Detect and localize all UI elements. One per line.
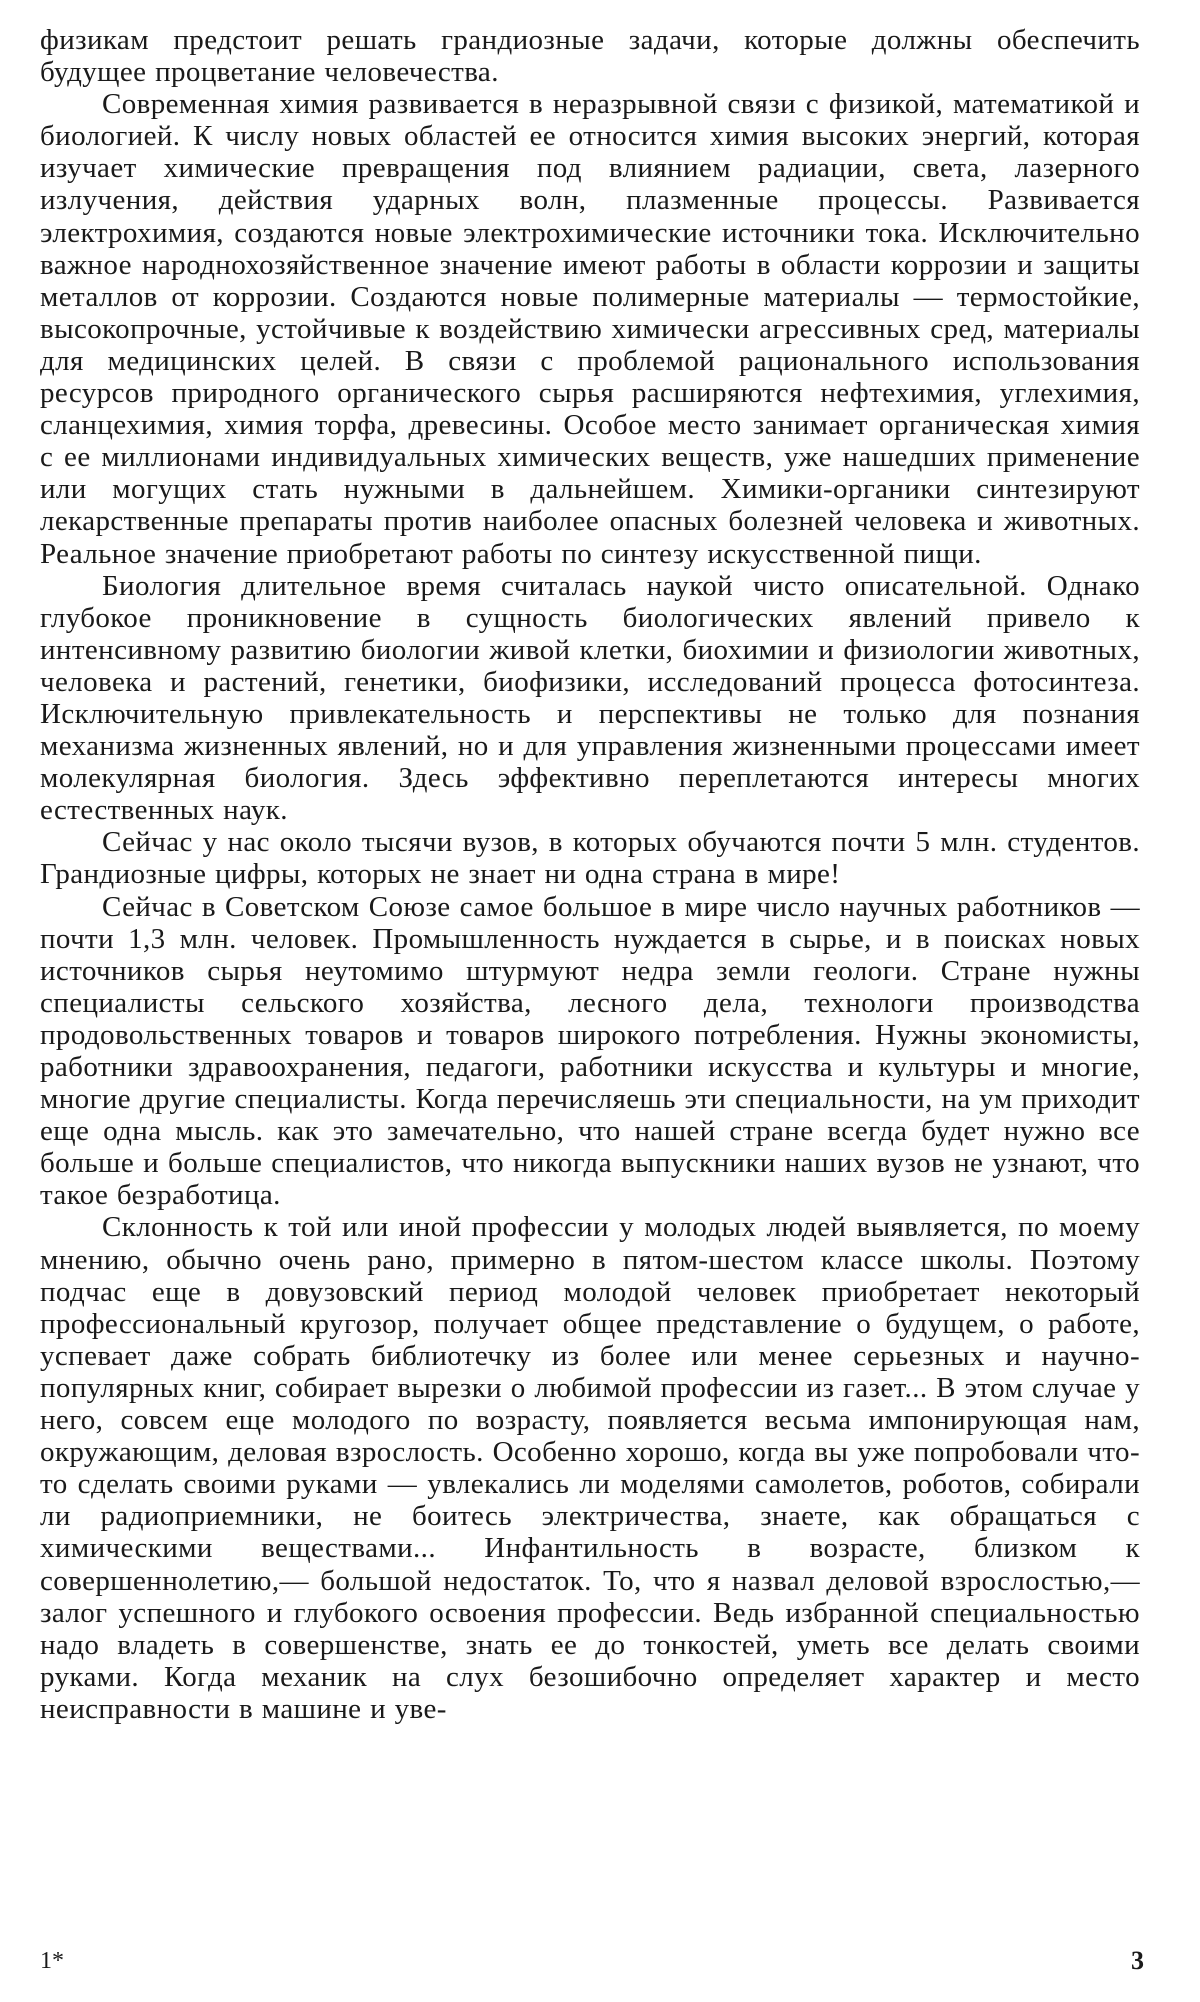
paragraph-specialists: Сейчас в Советском Союзе самое большое в мире число научных работников — почти 1,3 млн. человек. Промышленность нуждается в сырье, и в поисках новых источников сырья неутомимо штурмуют недра земли геологи. Стране нужны специалисты сельского хозяйства, лесного дела, технологи производства продовольственных товаров и товаров широкого потребления. Нужны экономисты, работники здравоохранения, педагоги, работники искусства и культуры и многие, многие другие специалисты. Когда перечисляешь эти специальности, на ум приходит еще одна мысль. как это замечательно, что нашей стране всегда будет нужно все больше и больше специалистов, что никогда выпускники наших вузов не узнают, что такое безработица. (40, 890, 1140, 1212)
paragraph-biology: Биология длительное время считалась наукой чисто описательной. Однако глубокое проникновение в сущность биологических явлений привело к интенсивному развитию биологии живой клетки, биохимии и физиологии животных, человека и растений, генетики, биофизики, исследований процесса фотосинтеза. Исключительную привлекательность и перспективы не только для познания механизма жизненных явлений, но и для управления жизненными процессами имеет молекулярная биология. Здесь эффективно переплетаются интересы многих естественных наук. (40, 569, 1140, 827)
paragraph-continuation: физикам предстоит решать грандиозные задачи, которые должны обеспечить будущее процветание человечества. (40, 24, 1140, 89)
paragraph-profession: Склонность к той или иной профессии у молодых людей выявляется, по моему мнению, обычно очень рано, примерно в пятом-шестом классе школы. Поэтому подчас еще в довузовский период молодой человек приобретает некоторый профессиональный кругозор, получает общее представление о будущем, о работе, успевает даже собрать библиотечку из более или менее серьезных и научно-популярных книг, собирает вырезки о любимой профессии из газет... В этом случае у него, совсем еще молодого по возрасту, появляется весьма импонирующая нам, окружающим, деловая взрослость. Особенно хорошо, когда вы уже попробовали что-то сделать своими руками — увлекались ли моделями самолетов, роботов, собирали ли радиоприемники, не боитесь электричества, знаете, как обращаться с химическими веществами... Инфантильность в возрасте, близком к совершеннолетию,— большой недостаток. То, что я назвал деловой взрослостью,— залог успешного и глубокого освоения профессии. Ведь избранной специальностью надо владеть в совершенстве, знать ее до тонкостей, уметь все делать своими руками. Когда механик на слух безошибочно определяет характер и место неисправности в машине и уве- (40, 1211, 1140, 1725)
page-number: 3 (1131, 1946, 1144, 1975)
signature-mark: 1* (40, 1948, 64, 1974)
paragraph-chemistry: Современная химия развивается в неразрывной связи с физикой, математикой и биологией. К числу новых областей ее относится химия высоких энергий, которая изучает химические превращения под влиянием радиации, света, лазерного излучения, действия ударных волн, плазменные процессы. Развивается электрохимия, создаются новые электрохимические источники тока. Исключительно важное народнохозяйственное значение имеют работы в области коррозии и защиты металлов от коррозии. Создаются новые полимерные материалы — термостойкие, высокопрочные, устойчивые к воздействию химически агрессивных сред, материалы для медицинских целей. В связи с проблемой рационального использования ресурсов природного органического сырья расширяются нефтехимия, углехимия, сланцехимия, химия торфа, древесины. Особое место занимает органическая химия с ее миллионами индивидуальных химических веществ, уже нашедших применение или могущих стать нужными в дальнейшем. Химики-органики синтезируют лекарственные препараты против наиболее опасных болезней человека и животных. Реальное значение приобретают работы по синтезу искусственной пищи. (40, 88, 1140, 570)
paragraph-universities: Сейчас у нас около тысячи вузов, в которых обучаются почти 5 млн. студентов. Грандиозные цифры, которых не знает ни одна страна в мире! (40, 826, 1140, 891)
body-text (40, 24, 1140, 1725)
